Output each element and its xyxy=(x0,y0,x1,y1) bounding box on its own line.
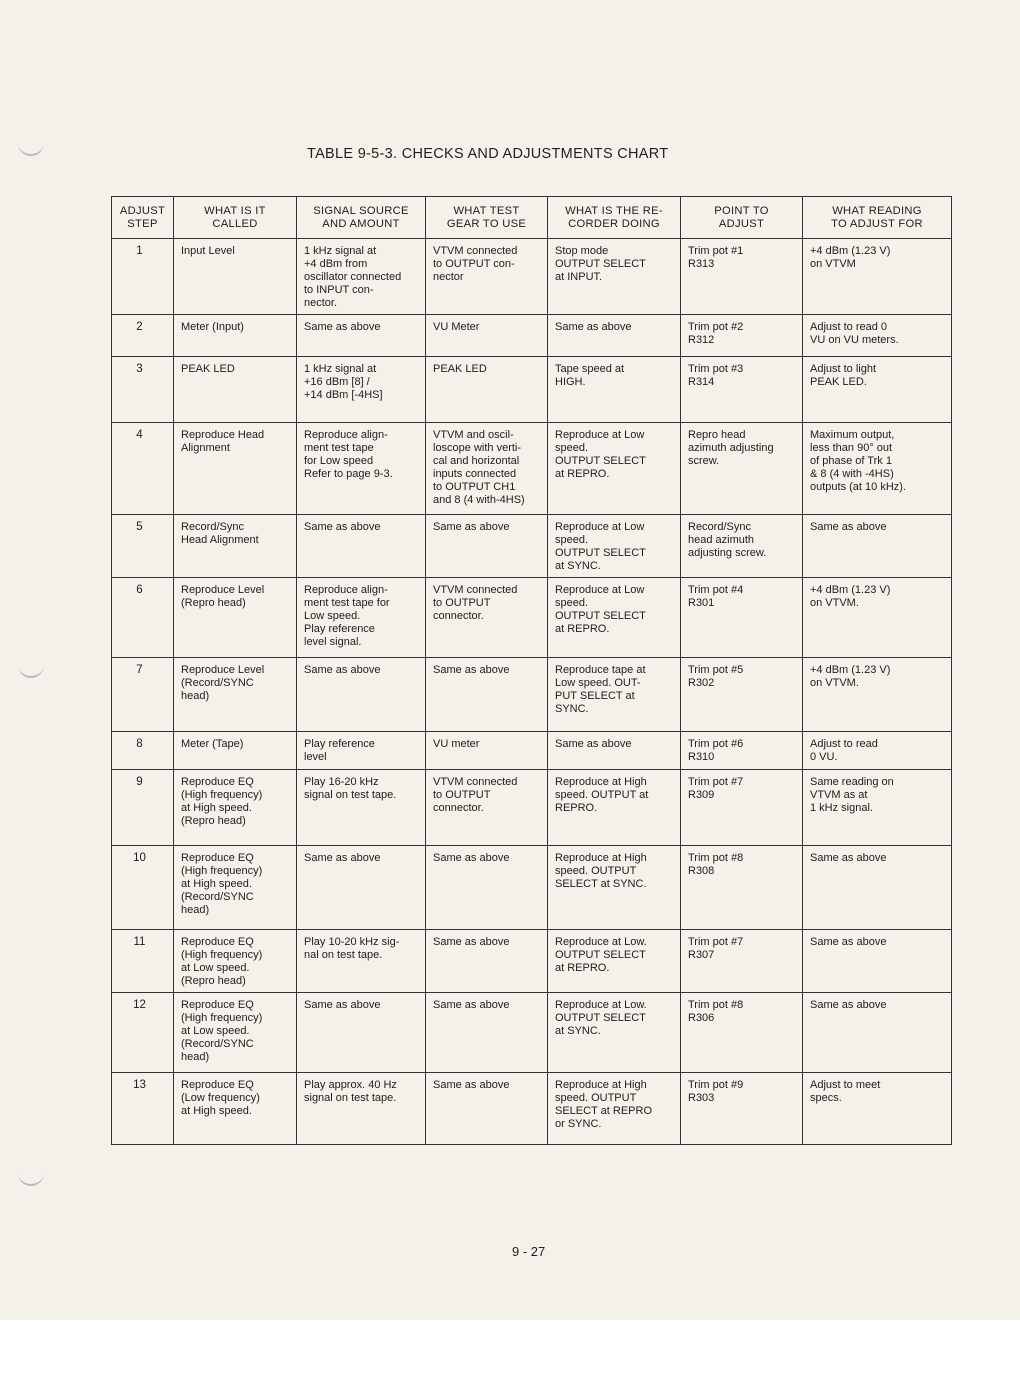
cell-text: Trim pot #6 R310 xyxy=(688,738,744,763)
checks-adjustments-table xyxy=(111,196,952,1145)
cell-text: 8 xyxy=(136,738,143,750)
table-cell xyxy=(548,658,681,732)
column-header: POINT TO ADJUST xyxy=(681,197,803,239)
table-cell xyxy=(174,1073,297,1145)
cell-text: Reproduce at Low. OUTPUT SELECT at REPRO. xyxy=(555,936,647,974)
column-header: WHAT TEST GEAR TO USE xyxy=(426,197,548,239)
cell-text: VTVM connected to OUTPUT con- nector xyxy=(433,245,518,283)
table-cell xyxy=(548,423,681,515)
cell-text: Same as above xyxy=(433,521,510,533)
cell-text: 10 xyxy=(133,852,146,864)
table-cell xyxy=(426,315,548,357)
table-cell xyxy=(803,846,952,930)
table-cell xyxy=(297,578,426,658)
table-cell xyxy=(681,1073,803,1145)
table-cell xyxy=(112,770,174,846)
table-cell xyxy=(297,423,426,515)
table-cell xyxy=(426,239,548,315)
cell-text: Reproduce at Low speed. OUTPUT SELECT at REPRO. xyxy=(555,584,646,635)
cell-text: Trim pot #8 R308 xyxy=(688,852,744,877)
table-cell xyxy=(426,770,548,846)
table-cell xyxy=(681,846,803,930)
table-row xyxy=(112,930,952,993)
cell-text: Reproduce EQ (High frequency) at High speed. (Record/SYNC head) xyxy=(181,852,263,916)
table-cell xyxy=(803,770,952,846)
table-row xyxy=(112,423,952,515)
cell-text: Same as above xyxy=(810,999,887,1011)
cell-text: Trim pot #5 R302 xyxy=(688,664,744,689)
table-row xyxy=(112,515,952,578)
page-number: 9 - 27 xyxy=(512,1244,546,1259)
table-cell xyxy=(297,930,426,993)
table-cell xyxy=(297,1073,426,1145)
cell-text: Same reading on VTVM as at 1 kHz signal. xyxy=(810,776,894,814)
table-cell xyxy=(681,930,803,993)
table-cell xyxy=(174,239,297,315)
cell-text: Trim pot #7 R307 xyxy=(688,936,744,961)
table-cell xyxy=(174,770,297,846)
cell-text: Reproduce EQ (Low frequency) at High speed. xyxy=(181,1079,260,1117)
cell-text: 1 kHz signal at +4 dBm from oscillator connected to INPUT con- nector. xyxy=(304,245,402,309)
table-cell xyxy=(112,423,174,515)
table-cell xyxy=(426,1073,548,1145)
table-cell xyxy=(681,239,803,315)
column-header: SIGNAL SOURCE AND AMOUNT xyxy=(297,197,426,239)
cell-text: Same as above xyxy=(433,936,510,948)
cell-text: 6 xyxy=(136,584,143,596)
table-cell xyxy=(803,239,952,315)
cell-text: Reproduce at Low. OUTPUT SELECT at SYNC. xyxy=(555,999,647,1037)
table-cell xyxy=(803,357,952,423)
table-cell xyxy=(297,770,426,846)
table-cell xyxy=(426,515,548,578)
table-cell xyxy=(112,315,174,357)
cell-text: Adjust to read 0 VU on VU meters. xyxy=(810,321,899,346)
table-body xyxy=(112,239,952,1145)
cell-text: Reproduce Level (Repro head) xyxy=(181,584,265,609)
cell-text: Same as above xyxy=(555,321,632,333)
column-header: WHAT READING TO ADJUST FOR xyxy=(803,197,952,239)
cell-text: Play 10-20 kHz sig- nal on test tape. xyxy=(304,936,400,961)
table-cell xyxy=(112,993,174,1073)
table-cell xyxy=(174,315,297,357)
table-cell xyxy=(681,578,803,658)
cell-text: +4 dBm (1.23 V) on VTVM xyxy=(810,245,891,270)
cell-text: Adjust to light PEAK LED. xyxy=(810,363,877,388)
cell-text: Reproduce EQ (High frequency) at Low speed. (Repro head) xyxy=(181,936,263,987)
table-cell xyxy=(803,930,952,993)
table-cell xyxy=(548,846,681,930)
column-header: WHAT IS THE RE- CORDER DOING xyxy=(548,197,681,239)
cell-text: VTVM connected to OUTPUT connector. xyxy=(433,584,518,622)
cell-text: Input Level xyxy=(181,245,235,257)
table-cell xyxy=(548,732,681,770)
table-cell xyxy=(803,423,952,515)
table-cell xyxy=(297,239,426,315)
cell-text: Meter (Input) xyxy=(181,321,244,333)
table-row xyxy=(112,578,952,658)
table-cell xyxy=(548,993,681,1073)
cell-text: 11 xyxy=(133,936,146,948)
cell-text: 1 kHz signal at +16 dBm [8] / +14 dBm [-4HS] xyxy=(304,363,383,401)
header-row xyxy=(112,197,952,239)
cell-text: Reproduce EQ (High frequency) at High speed. (Repro head) xyxy=(181,776,263,827)
table-cell xyxy=(681,423,803,515)
table-row xyxy=(112,315,952,357)
cell-text: Reproduce at High speed. OUTPUT SELECT at REPRO or SYNC. xyxy=(555,1079,652,1130)
cell-text: 3 xyxy=(136,363,143,375)
cell-text: Same as above xyxy=(433,664,510,676)
table-cell xyxy=(803,658,952,732)
column-header: ADJUST STEP xyxy=(112,197,174,239)
table-cell xyxy=(112,658,174,732)
cell-text: 2 xyxy=(136,321,143,333)
cell-text: Stop mode OUTPUT SELECT at INPUT. xyxy=(555,245,646,283)
table-row xyxy=(112,239,952,315)
cell-text: Trim pot #8 R306 xyxy=(688,999,744,1024)
cell-text: PEAK LED xyxy=(181,363,235,375)
table-cell xyxy=(803,732,952,770)
table-cell xyxy=(297,993,426,1073)
table-cell xyxy=(803,993,952,1073)
binder-hole-mark xyxy=(18,140,44,156)
table-cell xyxy=(548,515,681,578)
table-title: TABLE 9-5-3. CHECKS AND ADJUSTMENTS CHART xyxy=(307,146,669,162)
cell-text: Record/Sync head azimuth adjusting screw. xyxy=(688,521,767,559)
table-cell xyxy=(174,993,297,1073)
table-cell xyxy=(426,846,548,930)
table-cell xyxy=(426,357,548,423)
cell-text: PEAK LED xyxy=(433,363,487,375)
table-cell xyxy=(548,1073,681,1145)
cell-text: Play 16-20 kHz signal on test tape. xyxy=(304,776,397,801)
cell-text: Play approx. 40 Hz signal on test tape. xyxy=(304,1079,397,1104)
table-cell xyxy=(681,658,803,732)
table-cell xyxy=(174,658,297,732)
table-cell xyxy=(112,239,174,315)
table-cell xyxy=(681,732,803,770)
table-cell xyxy=(803,515,952,578)
cell-text: Reproduce Level (Record/SYNC head) xyxy=(181,664,265,702)
table-row xyxy=(112,732,952,770)
table-cell xyxy=(174,930,297,993)
cell-text: Trim pot #9 R303 xyxy=(688,1079,744,1104)
table-cell xyxy=(803,578,952,658)
table-cell xyxy=(112,1073,174,1145)
table-cell xyxy=(297,515,426,578)
table-cell xyxy=(426,423,548,515)
cell-text: Same as above xyxy=(304,999,381,1011)
table-cell xyxy=(174,578,297,658)
cell-text: Repro head azimuth adjusting screw. xyxy=(688,429,774,467)
cell-text: Same as above xyxy=(810,936,887,948)
cell-text: 13 xyxy=(133,1079,146,1091)
cell-text: Reproduce EQ (High frequency) at Low speed. (Record/SYNC head) xyxy=(181,999,263,1063)
cell-text: Reproduce at Low speed. OUTPUT SELECT at REPRO. xyxy=(555,429,646,480)
table-row xyxy=(112,770,952,846)
table-cell xyxy=(174,732,297,770)
cell-text: Trim pot #4 R301 xyxy=(688,584,744,609)
table-cell xyxy=(548,770,681,846)
cell-text: Reproduce at High speed. OUTPUT at REPRO. xyxy=(555,776,649,814)
table-row xyxy=(112,846,952,930)
table-cell xyxy=(548,239,681,315)
binder-hole-mark xyxy=(18,662,44,678)
table-cell xyxy=(426,930,548,993)
cell-text: VU meter xyxy=(433,738,480,750)
cell-text: Reproduce align- ment test tape for Low speed Refer to page 9-3. xyxy=(304,429,393,480)
cell-text: Trim pot #3 R314 xyxy=(688,363,744,388)
cell-text: VTVM and oscil- loscope with verti- cal and horizontal inputs connected to OUTPUT CH1 and 8 (4 with-4HS) xyxy=(433,429,525,506)
cell-text: Reproduce align- ment test tape for Low speed. Play reference level signal. xyxy=(304,584,390,648)
cell-text: Same as above xyxy=(810,521,887,533)
table-cell xyxy=(548,357,681,423)
cell-text: 7 xyxy=(136,664,143,676)
cell-text: Adjust to meet specs. xyxy=(810,1079,881,1104)
table-cell xyxy=(174,846,297,930)
table-cell xyxy=(681,515,803,578)
cell-text: 9 xyxy=(136,776,143,788)
table-cell xyxy=(548,930,681,993)
table-cell xyxy=(297,357,426,423)
cell-text: Record/Sync Head Alignment xyxy=(181,521,259,546)
table-cell xyxy=(174,515,297,578)
table-cell xyxy=(426,732,548,770)
cell-text: Same as above xyxy=(433,1079,510,1091)
cell-text: Trim pot #7 R309 xyxy=(688,776,744,801)
table-cell xyxy=(426,658,548,732)
table-cell xyxy=(426,993,548,1073)
cell-text: 4 xyxy=(136,429,143,441)
table-cell xyxy=(681,357,803,423)
table-cell xyxy=(112,846,174,930)
cell-text: Tape speed at HIGH. xyxy=(555,363,625,388)
cell-text: VTVM connected to OUTPUT connector. xyxy=(433,776,518,814)
cell-text: Same as above xyxy=(555,738,632,750)
table-row xyxy=(112,1073,952,1145)
table-cell xyxy=(548,578,681,658)
cell-text: Same as above xyxy=(433,852,510,864)
cell-text: Same as above xyxy=(304,852,381,864)
cell-text: Reproduce tape at Low speed. OUT- PUT SELECT at SYNC. xyxy=(555,664,646,715)
table-cell xyxy=(681,993,803,1073)
cell-text: 12 xyxy=(133,999,146,1011)
cell-text: Play reference level xyxy=(304,738,375,763)
binder-hole-mark xyxy=(18,1170,44,1186)
cell-text: +4 dBm (1.23 V) on VTVM. xyxy=(810,664,891,689)
table-cell xyxy=(681,315,803,357)
table-cell xyxy=(112,930,174,993)
scan-margin xyxy=(0,1320,1020,1400)
table-cell xyxy=(548,315,681,357)
table-cell xyxy=(174,423,297,515)
cell-text: Reproduce Head Alignment xyxy=(181,429,265,454)
cell-text: Same as above xyxy=(810,852,887,864)
cell-text: 5 xyxy=(136,521,143,533)
table-cell xyxy=(297,315,426,357)
table-cell xyxy=(297,658,426,732)
cell-text: +4 dBm (1.23 V) on VTVM. xyxy=(810,584,891,609)
table-row xyxy=(112,993,952,1073)
cell-text: Reproduce at Low speed. OUTPUT SELECT at SYNC. xyxy=(555,521,646,572)
table-cell xyxy=(112,357,174,423)
table-row xyxy=(112,357,952,423)
table-cell xyxy=(297,846,426,930)
cell-text: Adjust to read 0 VU. xyxy=(810,738,878,763)
cell-text: VU Meter xyxy=(433,321,480,333)
cell-text: Meter (Tape) xyxy=(181,738,244,750)
table-cell xyxy=(112,515,174,578)
table-cell xyxy=(426,578,548,658)
table-cell xyxy=(112,732,174,770)
cell-text: Reproduce at High speed. OUTPUT SELECT at SYNC. xyxy=(555,852,647,890)
cell-text: Maximum output, less than 90° out of phase of Trk 1 & 8 (4 with -4HS) outputs (at 10 kHz). xyxy=(810,429,906,493)
cell-text: Trim pot #1 R313 xyxy=(688,245,744,270)
cell-text: 1 xyxy=(136,245,143,257)
cell-text: Same as above xyxy=(304,664,381,676)
column-header: WHAT IS IT CALLED xyxy=(174,197,297,239)
table-row xyxy=(112,658,952,732)
table-cell xyxy=(803,315,952,357)
table-cell xyxy=(174,357,297,423)
cell-text: Same as above xyxy=(304,521,381,533)
cell-text: Trim pot #2 R312 xyxy=(688,321,744,346)
table-cell xyxy=(803,1073,952,1145)
table-cell xyxy=(112,578,174,658)
table-cell xyxy=(297,732,426,770)
table-cell xyxy=(681,770,803,846)
cell-text: Same as above xyxy=(304,321,381,333)
cell-text: Same as above xyxy=(433,999,510,1011)
